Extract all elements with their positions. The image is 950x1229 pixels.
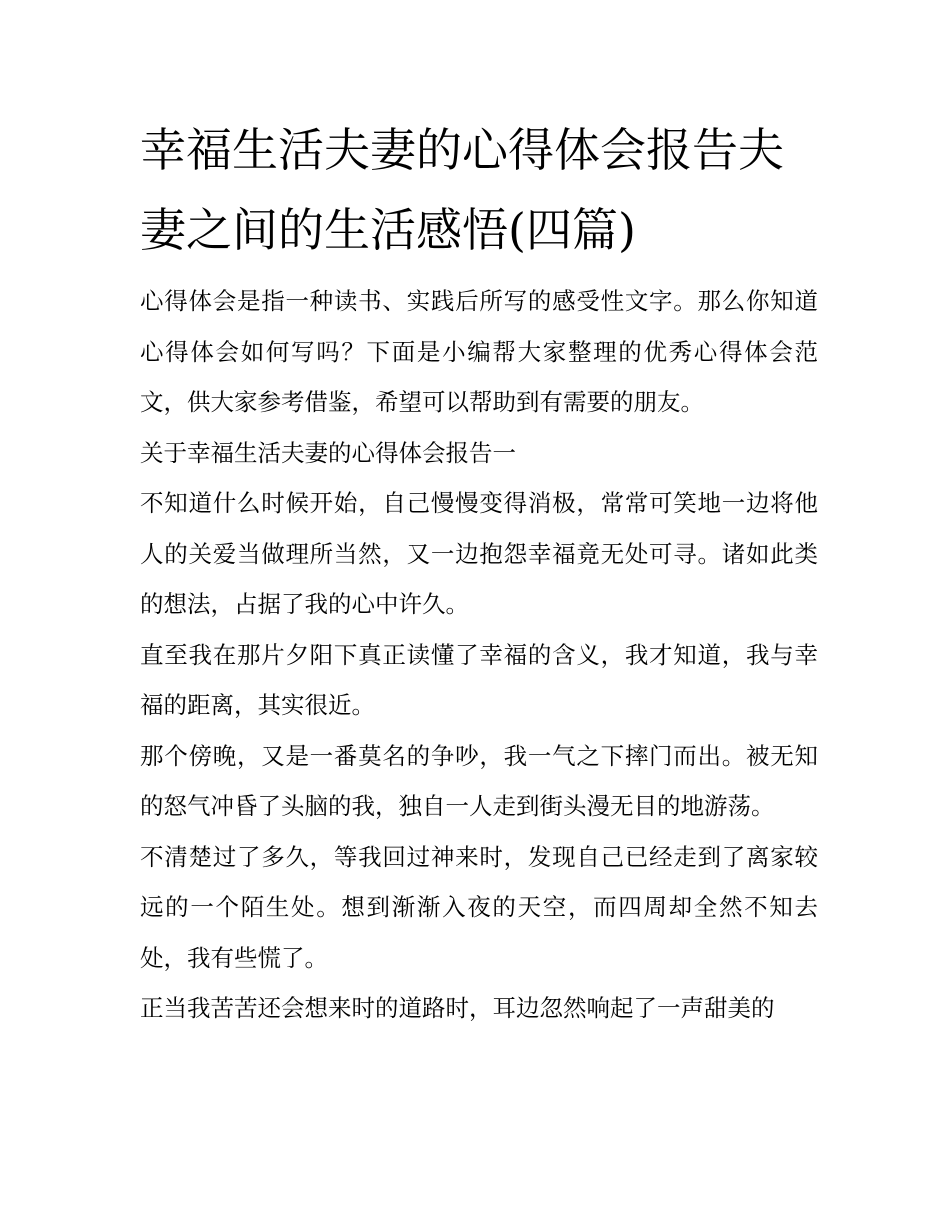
intro-paragraph: 心得体会是指一种读书、实践后所写的感受性文字。那么你知道心得体会如何写吗？下面是小编帮大家整理的优秀心得体会范文，供大家参考借鉴，希望可以帮助到有需要的朋友。	[140, 287, 818, 416]
document-body	[140, 276, 818, 1034]
body-paragraph: 正当我苦苦还会想来时的道路时，耳边忽然响起了一声甜美的	[140, 994, 775, 1022]
section-heading: 关于幸福生活夫妻的心得体会报告一	[140, 438, 516, 467]
document-title: 幸福生活夫妻的心得体会报告夫妻之间的生活感悟(四篇)	[140, 123, 784, 257]
body-paragraph: 那个傍晚，又是一番莫名的争吵，我一气之下摔门而出。被无知的怒气冲昏了头脑的我，独自一人走到街头漫无目的地游荡。	[140, 741, 818, 820]
body-paragraph: 直至我在那片夕阳下真正读懂了幸福的含义，我才知道，我与幸福的距离，其实很近。	[140, 640, 818, 719]
body-paragraph: 不知道什么时候开始，自己慢慢变得消极，常常可笑地一边将他人的关爱当做理所当然，又一边抱怨幸福竟无处可寻。诸如此类的想法，占据了我的心中许久。	[140, 489, 818, 618]
body-paragraph: 不清楚过了多久，等我回过神来时，发现自己已经走到了离家较远的一个陌生处。想到渐渐入夜的天空，而四周却全然不知去处，我有些慌了。	[140, 842, 818, 972]
